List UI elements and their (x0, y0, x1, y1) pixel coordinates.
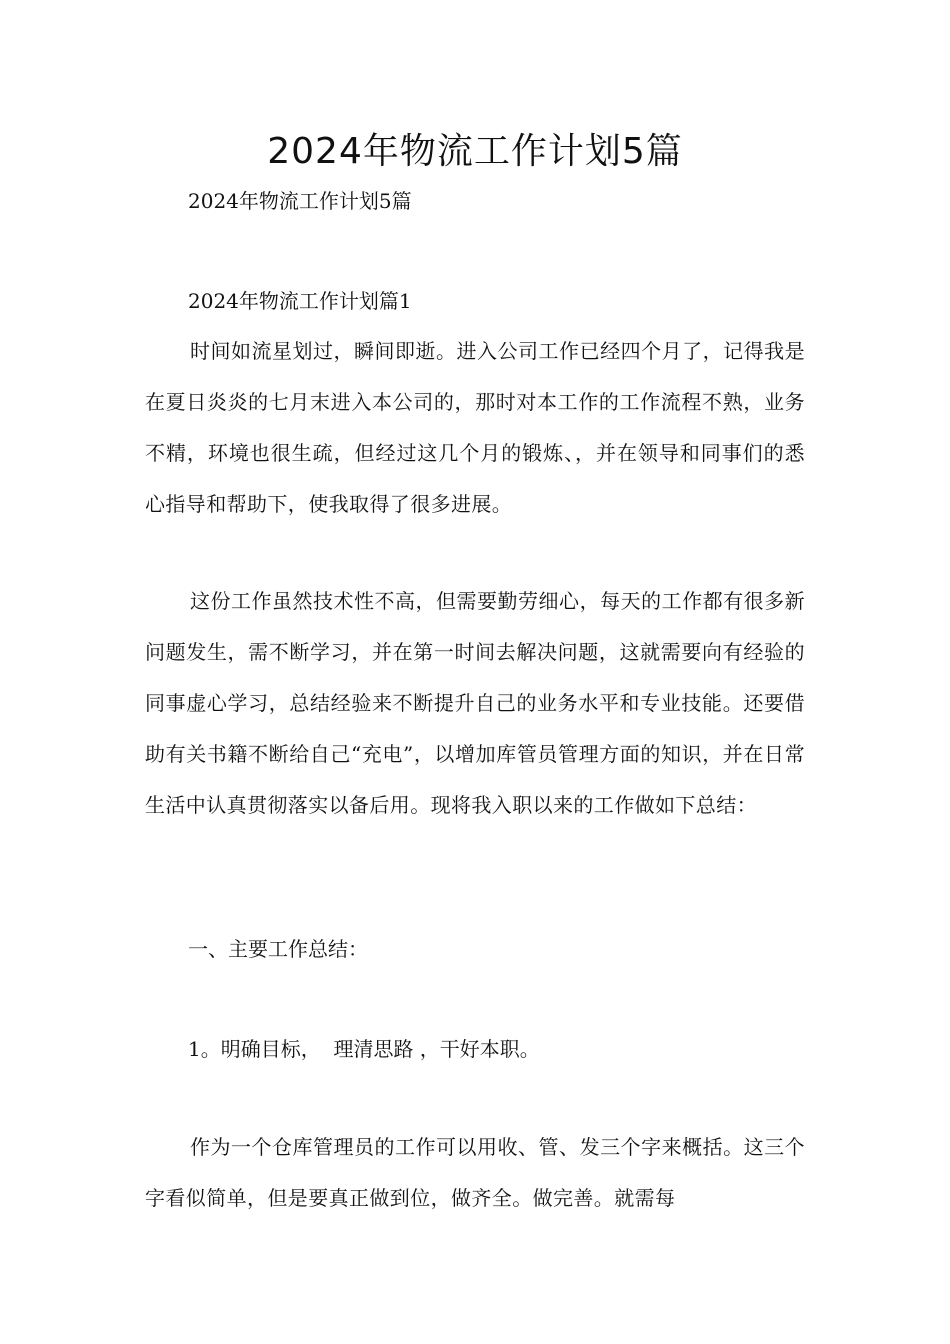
paragraph-2: 这份工作虽然技术性不高，但需要勤劳细心，每天的工作都有很多新问题发生，需不断学习，并在第一时间去解决问题，这就需要向有经验的同事虚心学习，总结经验来不断提升自己的业务水平和专业技能。还要借助有关书籍不断给自己“充电”，以增加库管员管理方面的知识，并在日常生活中认真贯彻落实以备后用。现将我入职以来的工作做如下总结： (145, 589, 805, 817)
paragraph-1: 时间如流星划过，瞬间即逝。进入公司工作已经四个月了，记得我是在夏日炎炎的七月末进入本公司的，那时对本工作的工作流程不熟，业务不精，环境也很生疏，但经过这几个月的锻炼、，并在领导和同事们的悉心指导和帮助下，使我取得了很多进展。 (145, 339, 805, 516)
paragraph-3: 作为一个仓库管理员的工作可以用收、管、发三个字来概括。这三个字看似简单，但是要真正做到位，做齐全。做完善。就需每 (145, 1135, 805, 1210)
list-item-1: 1。明确目标， 理清思路 ，干好本职。 (188, 1037, 540, 1061)
heading-main-work-summary: 一、主要工作总结： (188, 937, 368, 961)
section-heading: 2024年物流工作计划篇1 (188, 289, 412, 313)
document-subtitle: 2024年物流工作计划5篇 (188, 189, 412, 213)
document-title: 2024年物流工作计划5篇 (267, 131, 683, 172)
